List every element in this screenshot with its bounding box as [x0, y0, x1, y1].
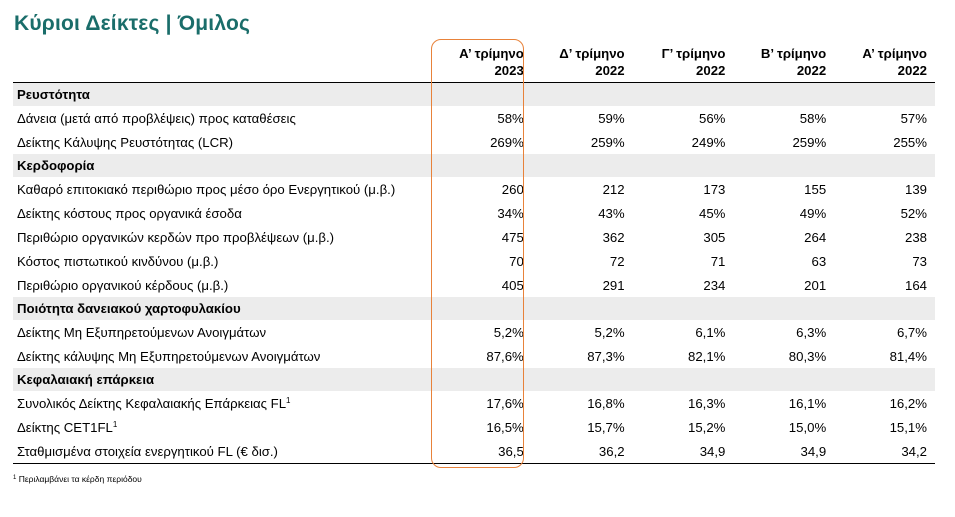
table-row: [13, 177, 935, 201]
value-cell: 34,2: [834, 439, 935, 464]
section-blank-cell: [633, 154, 734, 177]
section-blank-cell: [733, 297, 834, 320]
value-cell: 71: [710, 253, 726, 269]
value-cell: 36,5: [431, 439, 532, 464]
value-cell: 15,1%: [889, 419, 927, 435]
section-blank-cell: [431, 368, 532, 391]
row-label: Σταθμισμένα στοιχεία ενεργητικού FL (€ δισ.): [13, 439, 431, 464]
section-blank-cell: [633, 368, 734, 391]
value-cell: 259%: [590, 134, 625, 150]
section-blank-cell: [733, 83, 834, 107]
value-cell: 15,0%: [788, 419, 827, 435]
value-cell: 43%: [598, 205, 625, 221]
value-cell: 255%: [893, 134, 927, 150]
value-cell: 291: [602, 277, 625, 293]
column-header: Γ’ τρίμηνο 2022: [633, 41, 734, 83]
value-cell: 34,9: [633, 439, 734, 464]
row-label: Καθαρό επιτοκιακό περιθώριο προς μέσο όρο Ενεργητικού (μ.β.): [17, 181, 396, 197]
value-cell: 264: [804, 229, 827, 245]
row-label: Δείκτης κόστους προς οργανικά έσοδα: [17, 205, 242, 221]
value-cell: 16,5%: [486, 419, 524, 435]
table-row: [13, 249, 935, 273]
table-header-row: [13, 41, 935, 83]
value-cell: 45%: [698, 205, 726, 221]
section-row: [13, 154, 935, 177]
value-cell: 72: [609, 253, 625, 269]
section-blank-cell: [532, 297, 633, 320]
section-blank-cell: [532, 154, 633, 177]
table-row: [13, 320, 935, 344]
value-cell: 52%: [900, 205, 927, 221]
value-cell: 17,6%: [486, 395, 524, 411]
value-cell: 82,1%: [687, 348, 726, 364]
row-label: Δείκτης $CET1FL^1$: [17, 419, 118, 435]
section-blank-cell: [633, 297, 734, 320]
column-header: Β’ τρίμηνο 2022: [733, 41, 834, 83]
section-blank-cell: [633, 83, 734, 107]
value-cell: 73: [912, 253, 927, 269]
section-blank-cell: [733, 154, 834, 177]
table-row: [13, 273, 935, 297]
value-cell: 238: [904, 229, 927, 245]
footnote: $^1$ Περιλαμβάνει τα κέρδη περιόδου: [13, 474, 142, 484]
section-blank-cell: [532, 83, 633, 107]
value-cell: 59%: [598, 110, 625, 126]
value-cell: 16,1%: [788, 395, 827, 411]
table-row: [13, 225, 935, 249]
value-cell: 57%: [900, 110, 927, 126]
key-indicators-table: [13, 41, 935, 464]
page-title: Κύριοι Δείκτες | Όμιλος: [14, 12, 251, 35]
value-cell: 6,7%: [896, 324, 927, 340]
value-cell: 81,4%: [889, 348, 927, 364]
value-cell: 269%: [490, 134, 524, 150]
value-cell: 15,7%: [587, 419, 625, 435]
row-label: Περιθώριο οργανικών κερδών προ προβλέψεων (μ.β.): [17, 229, 335, 245]
section-blank-cell: [431, 154, 532, 177]
value-cell: 16,2%: [889, 395, 927, 411]
value-cell: 259%: [792, 134, 827, 150]
section-label: Κερδοφορία: [13, 154, 431, 177]
section-blank-cell: [431, 83, 532, 107]
value-cell: 5,2%: [493, 324, 524, 340]
value-cell: 70: [509, 253, 524, 269]
section-blank-cell: [834, 368, 935, 391]
section-label: Ρευστότητα: [13, 83, 431, 107]
table-row: [13, 344, 935, 368]
section-row: [13, 297, 935, 320]
row-label: Δάνεια (μετά από προβλέψεις) προς καταθέσεις: [17, 110, 296, 126]
value-cell: 405: [501, 277, 524, 293]
footnote-marker: 1: [286, 395, 291, 405]
table-body: [13, 83, 935, 464]
value-cell: 58%: [799, 110, 827, 126]
table-row: [13, 391, 935, 415]
value-cell: 34%: [497, 205, 524, 221]
value-cell: 58%: [497, 110, 524, 126]
value-cell: 249%: [691, 134, 726, 150]
footnote-marker: 1: [112, 419, 118, 429]
section-label: Ποιότητα δανειακού χαρτοφυλακίου: [13, 297, 431, 320]
section-blank-cell: [431, 297, 532, 320]
section-blank-cell: [834, 297, 935, 320]
header-blank: [13, 41, 431, 83]
row-label: Δείκτης κάλυψης Μη Εξυπηρετούμενων Ανοιγμάτων: [17, 348, 321, 364]
value-cell: 139: [904, 181, 927, 197]
table-row: [13, 106, 935, 130]
value-cell: 16,3%: [687, 395, 726, 411]
value-cell: 212: [602, 181, 625, 197]
value-cell: 6,3%: [796, 324, 827, 340]
value-cell: 362: [602, 229, 625, 245]
value-cell: 87,6%: [486, 348, 524, 364]
section-row: [13, 83, 935, 107]
value-cell: 16,8%: [587, 395, 625, 411]
value-cell: 173: [703, 181, 726, 197]
section-blank-cell: [532, 368, 633, 391]
value-cell: 87,3%: [587, 348, 625, 364]
value-cell: 5,2%: [594, 324, 625, 340]
value-cell: 305: [703, 229, 726, 245]
value-cell: 260: [501, 181, 524, 197]
row-label: Περιθώριο οργανικού κέρδους (μ.β.): [17, 277, 229, 293]
row-label: Κόστος πιστωτικού κινδύνου (μ.β.): [17, 253, 219, 269]
value-cell: 6,1%: [695, 324, 726, 340]
value-cell: 34,9: [733, 439, 834, 464]
table-row: [13, 130, 935, 154]
value-cell: 80,3%: [788, 348, 827, 364]
value-cell: 201: [804, 277, 827, 293]
column-header: Α’ τρίμηνο 2022: [834, 41, 935, 83]
row-label: Συνολικός Δείκτης Κεφαλαιακής Επάρκειας $FL^1$: [17, 395, 291, 411]
column-header: Δ’ τρίμηνο 2022: [532, 41, 633, 83]
column-header: Α’ τρίμηνο 2023: [431, 41, 532, 83]
section-blank-cell: [834, 83, 935, 107]
table-row: [13, 415, 935, 439]
section-label: Κεφαλαιακή επάρκεια: [13, 368, 431, 391]
value-cell: 164: [904, 277, 927, 293]
table-row: [13, 201, 935, 225]
value-cell: 234: [703, 277, 726, 293]
value-cell: 49%: [799, 205, 827, 221]
value-cell: 155: [804, 181, 827, 197]
value-cell: 36,2: [532, 439, 633, 464]
row-label: Δείκτης Μη Εξυπηρετούμενων Ανοιγμάτων: [17, 324, 267, 340]
value-cell: 15,2%: [687, 419, 726, 435]
section-row: [13, 368, 935, 391]
value-cell: 56%: [698, 110, 726, 126]
section-blank-cell: [834, 154, 935, 177]
value-cell: 63: [811, 253, 827, 269]
table-row: [13, 439, 935, 464]
value-cell: 475: [501, 229, 524, 245]
section-blank-cell: [733, 368, 834, 391]
row-label: Δείκτης Κάλυψης Ρευστότητας (LCR): [17, 134, 234, 150]
